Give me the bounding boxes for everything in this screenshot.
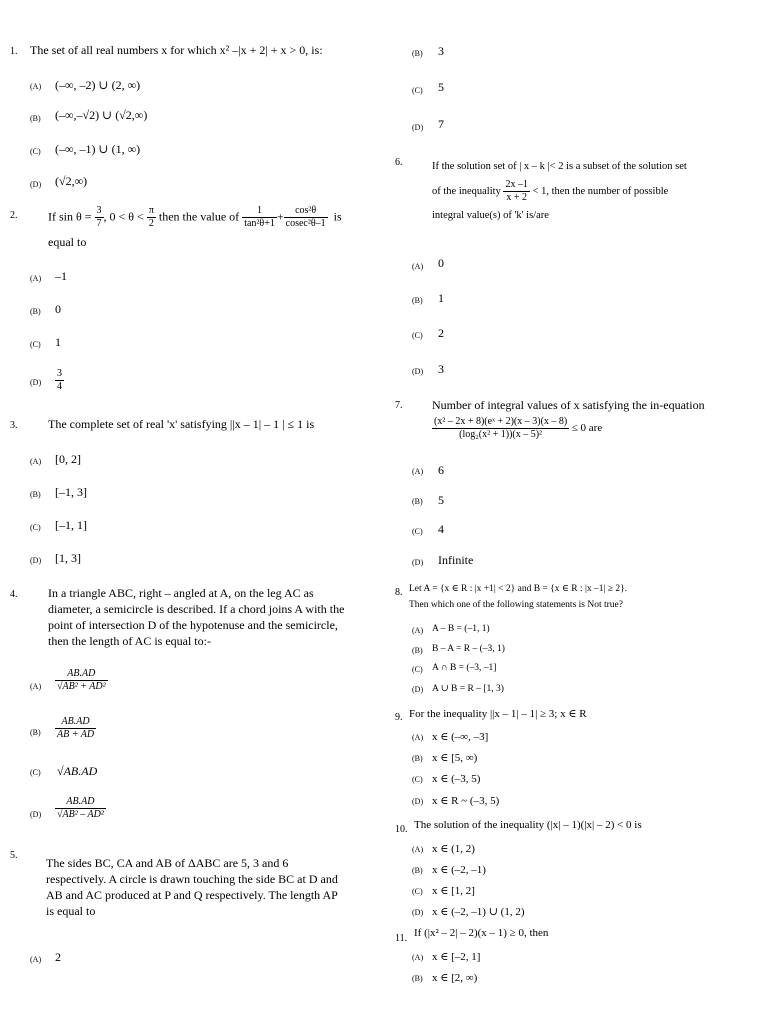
option-value: [1, 3] [55,551,81,565]
option-label: (B) [30,728,41,737]
option-label: (D) [412,685,424,694]
option-value: x ∈ [1, 2] [432,885,475,897]
option-label: (B) [30,490,41,499]
option-label: (B) [412,646,423,655]
option-value: x ∈ [2, ∞) [432,972,478,984]
question-number: 8. [395,587,403,598]
question-number: 11. [395,933,408,944]
question-stem-line: AB and AC produced at P and Q respectively. The length AP [46,888,338,902]
option-label: (C) [412,86,423,95]
option-value: (–∞, –2) ∪ (2, ∞) [55,78,141,92]
option-value: $\frac{AB.AD}{AB + AD}$ [57,716,95,740]
question-stem-line: of the inequality $\frac{2x -1}{x + 2}$ < 1, then the number of possible [432,179,669,203]
option-value: 1 [55,335,61,349]
question-stem-line: $\frac{\text{(x² – 2x + 8)(eˣ + 2)(x – 3)(x – 8)}}{\text{(log₂(x² + 1))(x – 5)²}}$ ≤ 0 are [434,416,603,440]
question-number: 7. [395,400,403,411]
option-label: (C) [412,331,423,340]
option-label: (B) [412,497,423,506]
question-stem-line: Let A = {x ∈ R : |x +1| < 2} and B = {x ∈ R : |x –1| ≥ 2}. [409,584,628,594]
option-label: (D) [30,810,42,819]
option-value: 6 [438,463,444,477]
option-label: (B) [412,296,423,305]
option-label: (A) [412,953,424,962]
question-stem: The set of all real numbers x for which x² –|x + 2| + x > 0, is: [30,43,323,57]
question-stem-line: point of intersection D of the hypotenuse and the semicircle, [48,618,338,632]
question-number: 4. [10,589,18,600]
question-number: 6. [395,157,403,168]
question-number: 9. [395,712,403,723]
question-stem-line: If the solution set of | x – k |< 2 is a subset of the solution set [432,161,687,172]
option-label: (D) [412,558,424,567]
option-value: 3 [438,362,444,376]
option-value: (–∞, –1) ∪ (1, ∞) [55,142,141,156]
option-value: $\frac{AB.AD}{\text{√AB² – AD²}}$ [57,796,104,820]
option-label: (B) [412,49,423,58]
option-value: x ∈ (–2, –1) ∪ (1, 2) [432,906,525,918]
option-label: (A) [412,845,424,854]
question-number: 5. [10,850,18,861]
option-value: –1 [55,269,67,283]
option-value: (–∞,–√2) ∪ (√2,∞) [55,108,148,122]
option-value: 4 [438,522,444,536]
option-label: (A) [412,262,424,271]
option-value: $\frac{AB.AD}{\text{√AB² + AD²}}$ [57,668,106,692]
option-value: 3 [438,44,444,58]
question-stem: The complete set of real 'x' satisfying ||x – 1| – 1 | ≤ 1 is [48,417,315,431]
option-value: 5 [438,80,444,94]
option-value: 1 [438,291,444,305]
option-label: (B) [412,974,423,983]
option-value: x ∈ (–3, 5) [432,773,481,785]
question-stem-line2: equal to [48,235,87,249]
option-value: A – B = (–1, 1) [432,624,490,634]
option-label: (C) [30,523,41,532]
option-label: (A) [30,682,42,691]
option-label: (A) [412,626,424,635]
question-stem-line: In a triangle ABC, right – angled at A, on the leg AC as [48,586,314,600]
option-label: (C) [412,665,423,674]
option-value: x ∈ [5, ∞) [432,752,478,764]
option-label: (C) [30,768,41,777]
question-stem-line: integral value(s) of 'k' is/are [432,210,549,221]
question-stem-line: is equal to [46,904,96,918]
question-number: 1. [10,46,18,57]
question-number: 3. [10,420,18,431]
option-value: 5 [438,493,444,507]
option-label: (A) [30,274,42,283]
option-label: (A) [412,467,424,476]
option-label: (D) [412,367,424,376]
option-label: (D) [412,123,424,132]
option-label: (C) [30,147,41,156]
option-label: (A) [30,457,42,466]
question-stem: If (|x² – 2| – 2)(x – 1) ≥ 0, then [414,927,549,939]
option-value: B – A = R – (–3, 1) [432,644,505,654]
option-label: (C) [412,527,423,536]
option-label: (D) [412,797,424,806]
question-stem-line: Number of integral values of x satisfying the in-equation [432,398,705,412]
question-stem: If sin θ = $\frac{3}{7}$ , 0 < θ < $\frac{\pi}{2}$ then the value of $\frac{1}{\text{tan²θ+1}}$ + $\frac{\text{cos²θ}}{\text{cosec²θ–1}}$ is [48,205,342,229]
option-label: (B) [30,307,41,316]
option-value: A ∩ B = (–3, –1] [432,663,497,673]
option-value: 0 [438,256,444,270]
option-label: (D) [30,180,42,189]
question-stem: For the inequality ||x – 1| – 1| ≥ 3; x ∈ R [409,708,587,720]
option-label: (D) [412,908,424,917]
option-value: (√2,∞) [55,174,88,188]
option-value: 0 [55,302,61,316]
option-value: x ∈ (–∞, –3] [432,731,489,743]
option-label: (B) [412,866,423,875]
option-value: Infinite [438,553,474,567]
option-value: [–1, 1] [55,518,87,532]
question-stem: The solution of the inequality (|x| – 1)(|x| – 2) < 0 is [414,819,642,831]
option-value: x ∈ (–2, –1) [432,864,486,876]
option-value: [–1, 3] [55,485,87,499]
question-number: 10. [395,824,408,835]
option-value: x ∈ [–2, 1] [432,951,481,963]
question-stem-line: respectively. A circle is drawn touching the side BC at D and [46,872,338,886]
question-stem-line: then the length of AC is equal to:- [48,634,211,648]
option-value: A ∪ B = R – [1, 3) [432,684,504,694]
option-value: 2 [55,950,61,964]
option-value: x ∈ R ~ (–3, 5) [432,795,500,807]
option-label: (C) [412,775,423,784]
question-number: 2. [10,210,18,221]
option-label: (B) [412,754,423,763]
option-value: $\frac{3}{4}$ [57,368,62,392]
option-value: √AB.AD [57,764,98,778]
option-value: x ∈ (1, 2) [432,843,475,855]
option-value: 2 [438,326,444,340]
option-label: (B) [30,114,41,123]
option-value: 7 [438,117,444,131]
question-stem-line: Then which one of the following statements is Not true? [409,600,623,610]
option-label: (D) [30,556,42,565]
option-label: (A) [412,733,424,742]
option-label: (A) [30,82,42,91]
option-label: (C) [30,340,41,349]
question-stem-line: diameter, a semicircle is described. If a chord joins A with the [48,602,345,616]
question-stem-line: The sides BC, CA and AB of ΔABC are 5, 3 and 6 [46,856,289,870]
option-label: (D) [30,378,42,387]
option-value: [0, 2] [55,452,81,466]
option-label: (A) [30,955,42,964]
option-label: (C) [412,887,423,896]
